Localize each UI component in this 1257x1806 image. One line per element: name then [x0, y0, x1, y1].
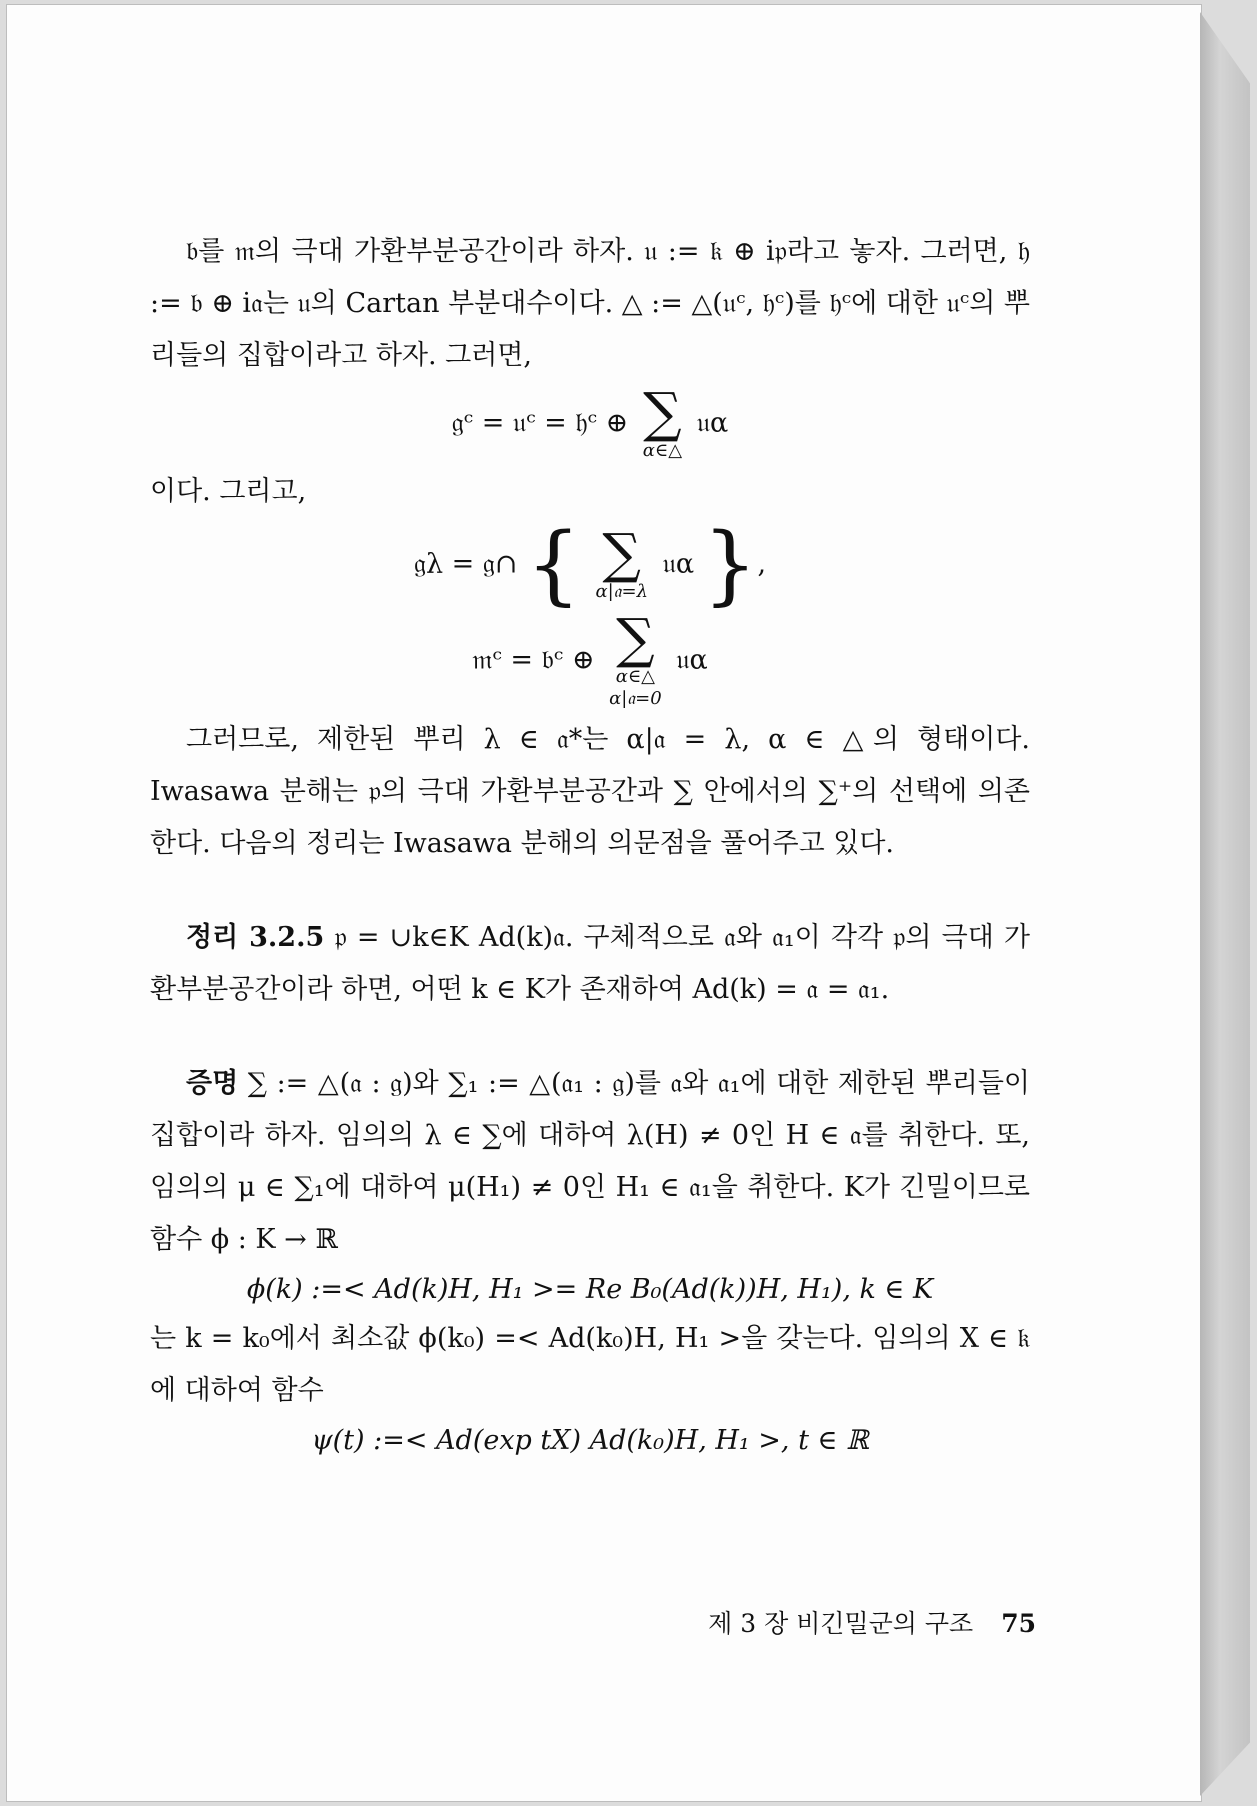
eq3-sum-index-2: α|𝔞=0 — [609, 688, 662, 709]
left-brace: { — [526, 515, 581, 615]
equation-psi: ψ(t) :=< Ad(exp tX) Ad(k₀)H, H₁ >, t ∈ ℝ — [311, 1425, 869, 1456]
equation-phi: ϕ(k) :=< Ad(k)H, H₁ >= Re B₀(Ad(k))H, H₁), k ∈ K — [246, 1274, 934, 1305]
right-brace: } — [702, 515, 758, 615]
theorem-label: 정리 3.2.5 — [186, 922, 325, 953]
eq2-sum-index: α|𝔞=λ — [595, 581, 648, 602]
page-number: 75 — [1001, 1609, 1036, 1638]
equation-m-decomposition — [150, 607, 1030, 710]
equation-g-lambda — [150, 515, 1030, 615]
theorem-text: 𝔭 = ∪k∈K Ad(k)𝔞. 구체적으로 𝔞와 𝔞₁이 각각 𝔭의 극대 가환부분공간이라 하면, 어떤 k ∈ K가 존재하여 Ad(k) = 𝔞 = 𝔞₁. — [150, 922, 1031, 1005]
eq3-term: 𝔲α — [676, 644, 708, 676]
eq2-term: 𝔲α — [662, 548, 695, 580]
paragraph-minimum: 는 k = k₀에서 최소값 ϕ(k₀) =< Ad(k₀)H, H₁ >을 갖는다. 임의의 X ∈ 𝔨에 대하여 함수 — [150, 1323, 1030, 1406]
paragraph-restricted-roots: 그러므로, 제한된 뿌리 λ ∈ 𝔞*는 α|𝔞 = λ, α ∈ △의 형태이다. Iwasawa 분해는 𝔭의 극대 가환부분공간과 ∑ 안에서의 ∑⁺의 선택에 의존한다. 다음의 정리는 Iwasawa 분해의 의문점을 풀어주고 있다. — [150, 724, 1030, 859]
eq2-sum — [595, 522, 648, 603]
proof-block — [150, 1058, 1030, 1266]
page-content — [150, 226, 1030, 1464]
eq1-term: 𝔲α — [696, 407, 729, 439]
page-footer — [690, 1604, 1036, 1640]
theorem-block — [150, 912, 1030, 1016]
eq3-left: 𝔪ᶜ = 𝔟ᶜ ⊕ — [472, 644, 595, 676]
sum-symbol: ∑ — [616, 607, 655, 670]
paragraph-then: 이다. 그리고, — [150, 476, 307, 507]
eq3-sum — [609, 607, 662, 710]
eq3-sum-index-1: α∈△ — [615, 666, 656, 687]
equation-g-decomposition — [150, 381, 1030, 462]
sum-symbol: ∑ — [643, 381, 682, 444]
sum-symbol: ∑ — [602, 522, 641, 585]
eq1-sum-index: α∈△ — [642, 440, 683, 461]
eq2-end: , — [757, 548, 767, 580]
chapter-title: 제 3 장 비긴밀군의 구조 — [708, 1609, 974, 1638]
proof-text: ∑ := △(𝔞 : 𝔤)와 ∑₁ := △(𝔞₁ : 𝔤)를 𝔞와 𝔞₁에 대한 제한된 뿌리들이 집합이라 하자. 임의의 λ ∈ ∑에 대하여 λ(H) ≠ 0인 H ∈ 𝔞를 취한다. 또, 임의의 μ ∈ ∑₁에 대하여 μ(H₁) ≠ 0인 H₁ ∈ 𝔞₁을 취한다. K가 긴밀이므로 함수 ϕ : K → ℝ — [150, 1068, 1031, 1255]
page-edge-shadow — [1200, 12, 1250, 1796]
eq1-sum — [642, 381, 683, 462]
paragraph-intro: 𝔟를 𝔪의 극대 가환부분공간이라 하자. 𝔲 := 𝔨 ⊕ i𝔭라고 놓자. 그러면, 𝔥 := 𝔟 ⊕ i𝔞는 𝔲의 Cartan 부분대수이다. △ := △(𝔲ᶜ, 𝔥ᶜ)를 𝔥ᶜ에 대한 𝔲ᶜ의 뿌리들의 집합이라고 하자. 그러면, — [150, 236, 1030, 371]
eq1-left: 𝔤ᶜ = 𝔲ᶜ = 𝔥ᶜ ⊕ — [451, 407, 629, 439]
eq2-left: 𝔤λ = 𝔤∩ — [413, 548, 518, 580]
proof-label: 증명 — [186, 1068, 239, 1099]
